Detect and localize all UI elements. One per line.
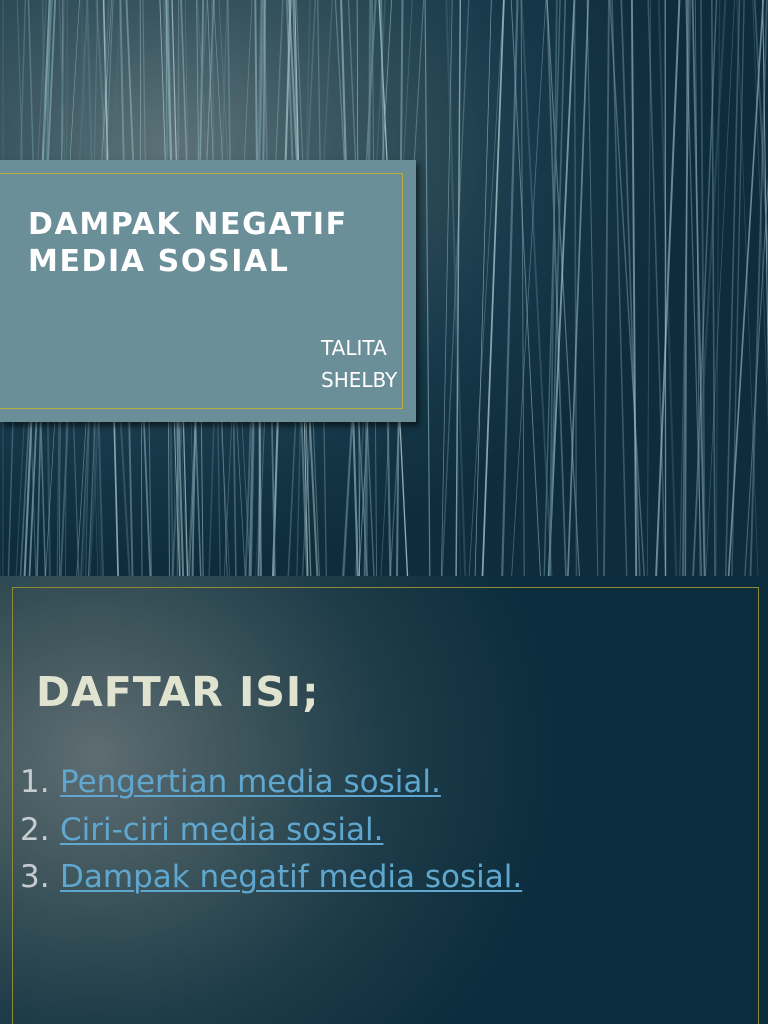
- decorative-line: [604, 0, 609, 576]
- decorative-line: [441, 0, 452, 576]
- decorative-line: [755, 0, 768, 576]
- toc-item-number: 1.: [20, 764, 50, 800]
- decorative-line: [446, 0, 465, 576]
- decorative-line: [483, 0, 504, 576]
- decorative-line: [737, 0, 758, 576]
- author-name: [321, 332, 397, 396]
- toc-item: [20, 807, 522, 855]
- slide-title: [28, 206, 398, 280]
- toc-link-pengertian[interactable]: Pengertian media sosial.: [60, 764, 441, 800]
- title-box: [0, 160, 416, 422]
- toc-item: [20, 759, 522, 807]
- slide-title-line: MEDIA SOSIAL: [28, 244, 290, 279]
- slide-title-line: DAMPAK NEGATIF: [28, 207, 348, 242]
- decorative-line: [475, 0, 491, 576]
- decorative-line: [587, 0, 598, 576]
- toc-link-ciri-ciri[interactable]: Ciri-ciri media sosial.: [60, 811, 384, 848]
- toc-item-number: 3.: [20, 859, 50, 895]
- slide-2-table-of-contents[interactable]: [0, 576, 768, 1024]
- toc-item: [20, 854, 522, 902]
- decorative-line: [512, 0, 546, 576]
- toc-list: [20, 759, 522, 902]
- decorative-line: [632, 0, 636, 576]
- toc-link-dampak-negatif[interactable]: Dampak negatif media sosial.: [60, 859, 523, 895]
- decorative-line: [456, 0, 460, 576]
- decorative-line: [521, 0, 524, 576]
- toc-item-number: 2.: [20, 811, 50, 848]
- decorative-line: [610, 0, 644, 576]
- decorative-line: [425, 0, 430, 576]
- toc-heading: DAFTAR ISI;: [36, 668, 320, 716]
- author-last-name: SHELBY: [321, 368, 398, 392]
- decorative-line: [716, 0, 720, 576]
- decorative-line: [648, 0, 665, 576]
- author-first-name: TALITA: [321, 336, 387, 360]
- decorative-line: [659, 0, 677, 576]
